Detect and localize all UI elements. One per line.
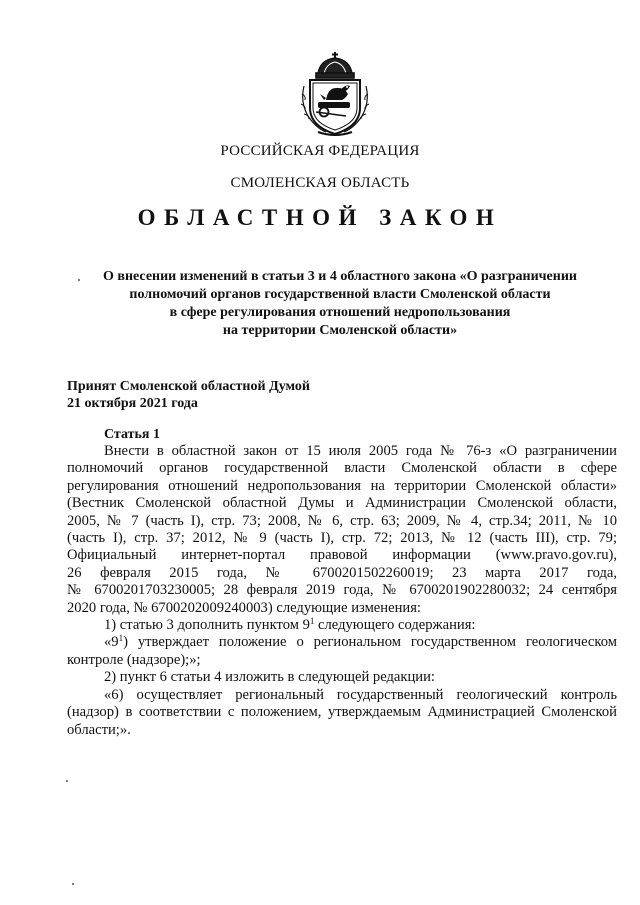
amendment-quote-2-cont: области;». [67,721,131,738]
amendment-item-1: 1) статью 3 дополнить пунктом $9^1$ следующего содержания: [104,616,476,634]
smolensk-coat-of-arms-emblem [296,50,374,138]
law-title-line: О внесении изменений в статьи 3 и 4 областного закона «О разграничении [103,269,577,284]
amendment-quote-1: «$9^1$) утверждает положение о региональном государственном геологическом [104,633,617,651]
article-heading: Статья 1 [104,427,160,442]
adopted-by: Принят Смоленской областной Думой [67,379,310,394]
law-title-line: на территории Смоленской области» [222,323,458,338]
article-text-line: 2020 года, № 6700202009240003) следующие изменения: [67,599,421,616]
document-type-heading: ОБЛАСТНОЙ ЗАКОН [137,205,503,230]
article-text-line: Внести в областной закон от 15 июля 2005 года № 76-з «О разграничении [104,443,617,459]
amendment-quote-2: «6) осуществляет региональный государственный геологический контроль [104,686,617,703]
article-text-line: (часть I), стр. 37; 2012, № 9 (часть I), стр. 72; 2013, № 12 (часть III), стр. 79; [67,530,617,547]
scan-speck [72,883,74,885]
adoption-date: 21 октября 2021 года [67,396,198,411]
country-name: РОССИЙСКАЯ ФЕДЕРАЦИЯ [220,143,420,159]
amendment-quote-1-cont: контроле (надзоре);»; [67,651,201,668]
amendment-quote-2-cont: (надзор) в соответствии с положением, утверждаемым Администрацией Смоленской [67,704,617,721]
adoption-info [67,378,310,412]
article-text-line: № 6700201703230005; 28 февраля 2019 года, № 6700201902280032; 24 сентября [67,582,617,599]
law-title-line: в сфере регулирования отношений недропользования [169,305,511,320]
article-body [67,443,617,739]
region-name: СМОЛЕНСКАЯ ОБЛАСТЬ [230,175,410,191]
article-text-line: 26 февраля 2015 года, № 6700201502260019; 23 марта 2017 года, [67,564,617,581]
article-text-line: Официальный интернет-портал правовой информации (www.pravo.gov.ru), [67,547,617,564]
article-text-line: полномочий органов государственной власти Смоленской области в сфере [67,460,617,477]
article-text-line: регулирования отношений недропользования на территории Смоленской области» [67,477,617,494]
law-title [60,268,620,340]
amendment-item-2: 2) пункт 6 статьи 4 изложить в следующей редакции: [104,669,435,686]
scan-speck [78,279,80,281]
article-text-line: (Вестник Смоленской областной Думы и Администрации Смоленской области, [67,495,617,512]
scan-speck [66,780,68,782]
article-text-line: 2005, № 7 (часть I), стр. 73; 2008, № 6, стр. 63; 2009, № 4, стр.34; 2011, № 10 [67,512,617,529]
law-title-line: полномочий органов государственной власти Смоленской области [129,287,551,302]
